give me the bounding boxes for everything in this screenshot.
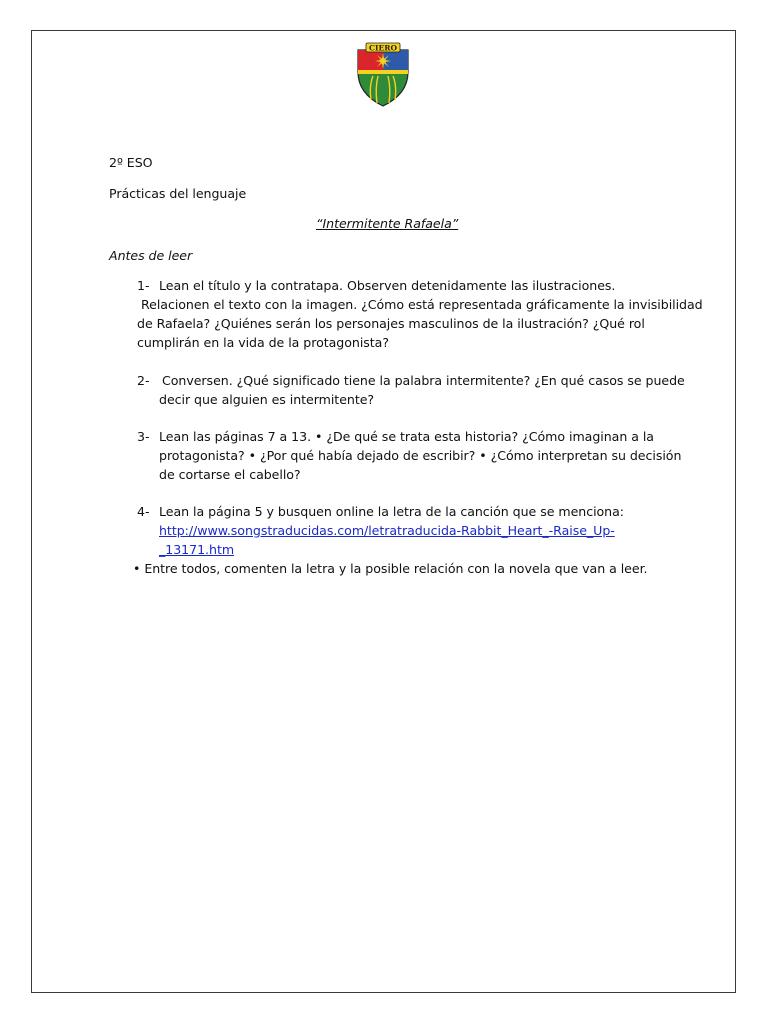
item-text-line: cumplirán en la vida de la protagonista?	[137, 335, 389, 350]
subject-label: Prácticas del lenguaje	[109, 186, 247, 201]
item-text-line: Conversen. ¿Qué significado tiene la palabra intermitente? ¿En qué casos se puede	[162, 373, 685, 388]
item-text-line: Lean el título y la contratapa. Observen detenidamente las ilustraciones.	[159, 278, 616, 293]
item-text-line: Lean las páginas 7 a 13. • ¿De qué se trata esta historia? ¿Cómo imaginan a la	[159, 429, 654, 444]
course-label: 2º ESO	[109, 155, 153, 170]
item-text-line: de cortarse el cabello?	[159, 467, 301, 482]
item-number: 1-	[137, 278, 150, 293]
lyrics-link-continuation[interactable]: _13171.htm	[159, 542, 235, 557]
section-heading: Antes de leer	[109, 248, 193, 263]
item-text-line: Lean la página 5 y busquen online la letra de la canción que se menciona:	[159, 504, 624, 519]
lyrics-link[interactable]: http://www.songstraducidas.com/letratraducida-Rabbit_Heart_-Raise_Up-	[159, 523, 615, 538]
item-text-line: protagonista? • ¿Por qué había dejado de escribir? • ¿Cómo interpretan su decisión	[159, 448, 682, 463]
item-text-line: Relacionen el texto con la imagen. ¿Cómo está representada gráficamente la invisibilidad	[141, 297, 703, 312]
item-number: 4-	[137, 504, 150, 519]
item-number: 3-	[137, 429, 150, 444]
closing-bullet: • Entre todos, comenten la letra y la posible relación con la novela que van a leer.	[133, 561, 648, 576]
document-title: “Intermitente Rafaela”	[316, 216, 459, 231]
school-crest-logo	[355, 42, 411, 108]
item-number: 2-	[137, 373, 150, 388]
svg-text:CIERO: CIERO	[369, 43, 397, 53]
item-text-line: decir que alguien es intermitente?	[159, 392, 375, 407]
item-text-line: de Rafaela? ¿Quiénes serán los personajes masculinos de la ilustración? ¿Qué rol	[137, 316, 645, 331]
